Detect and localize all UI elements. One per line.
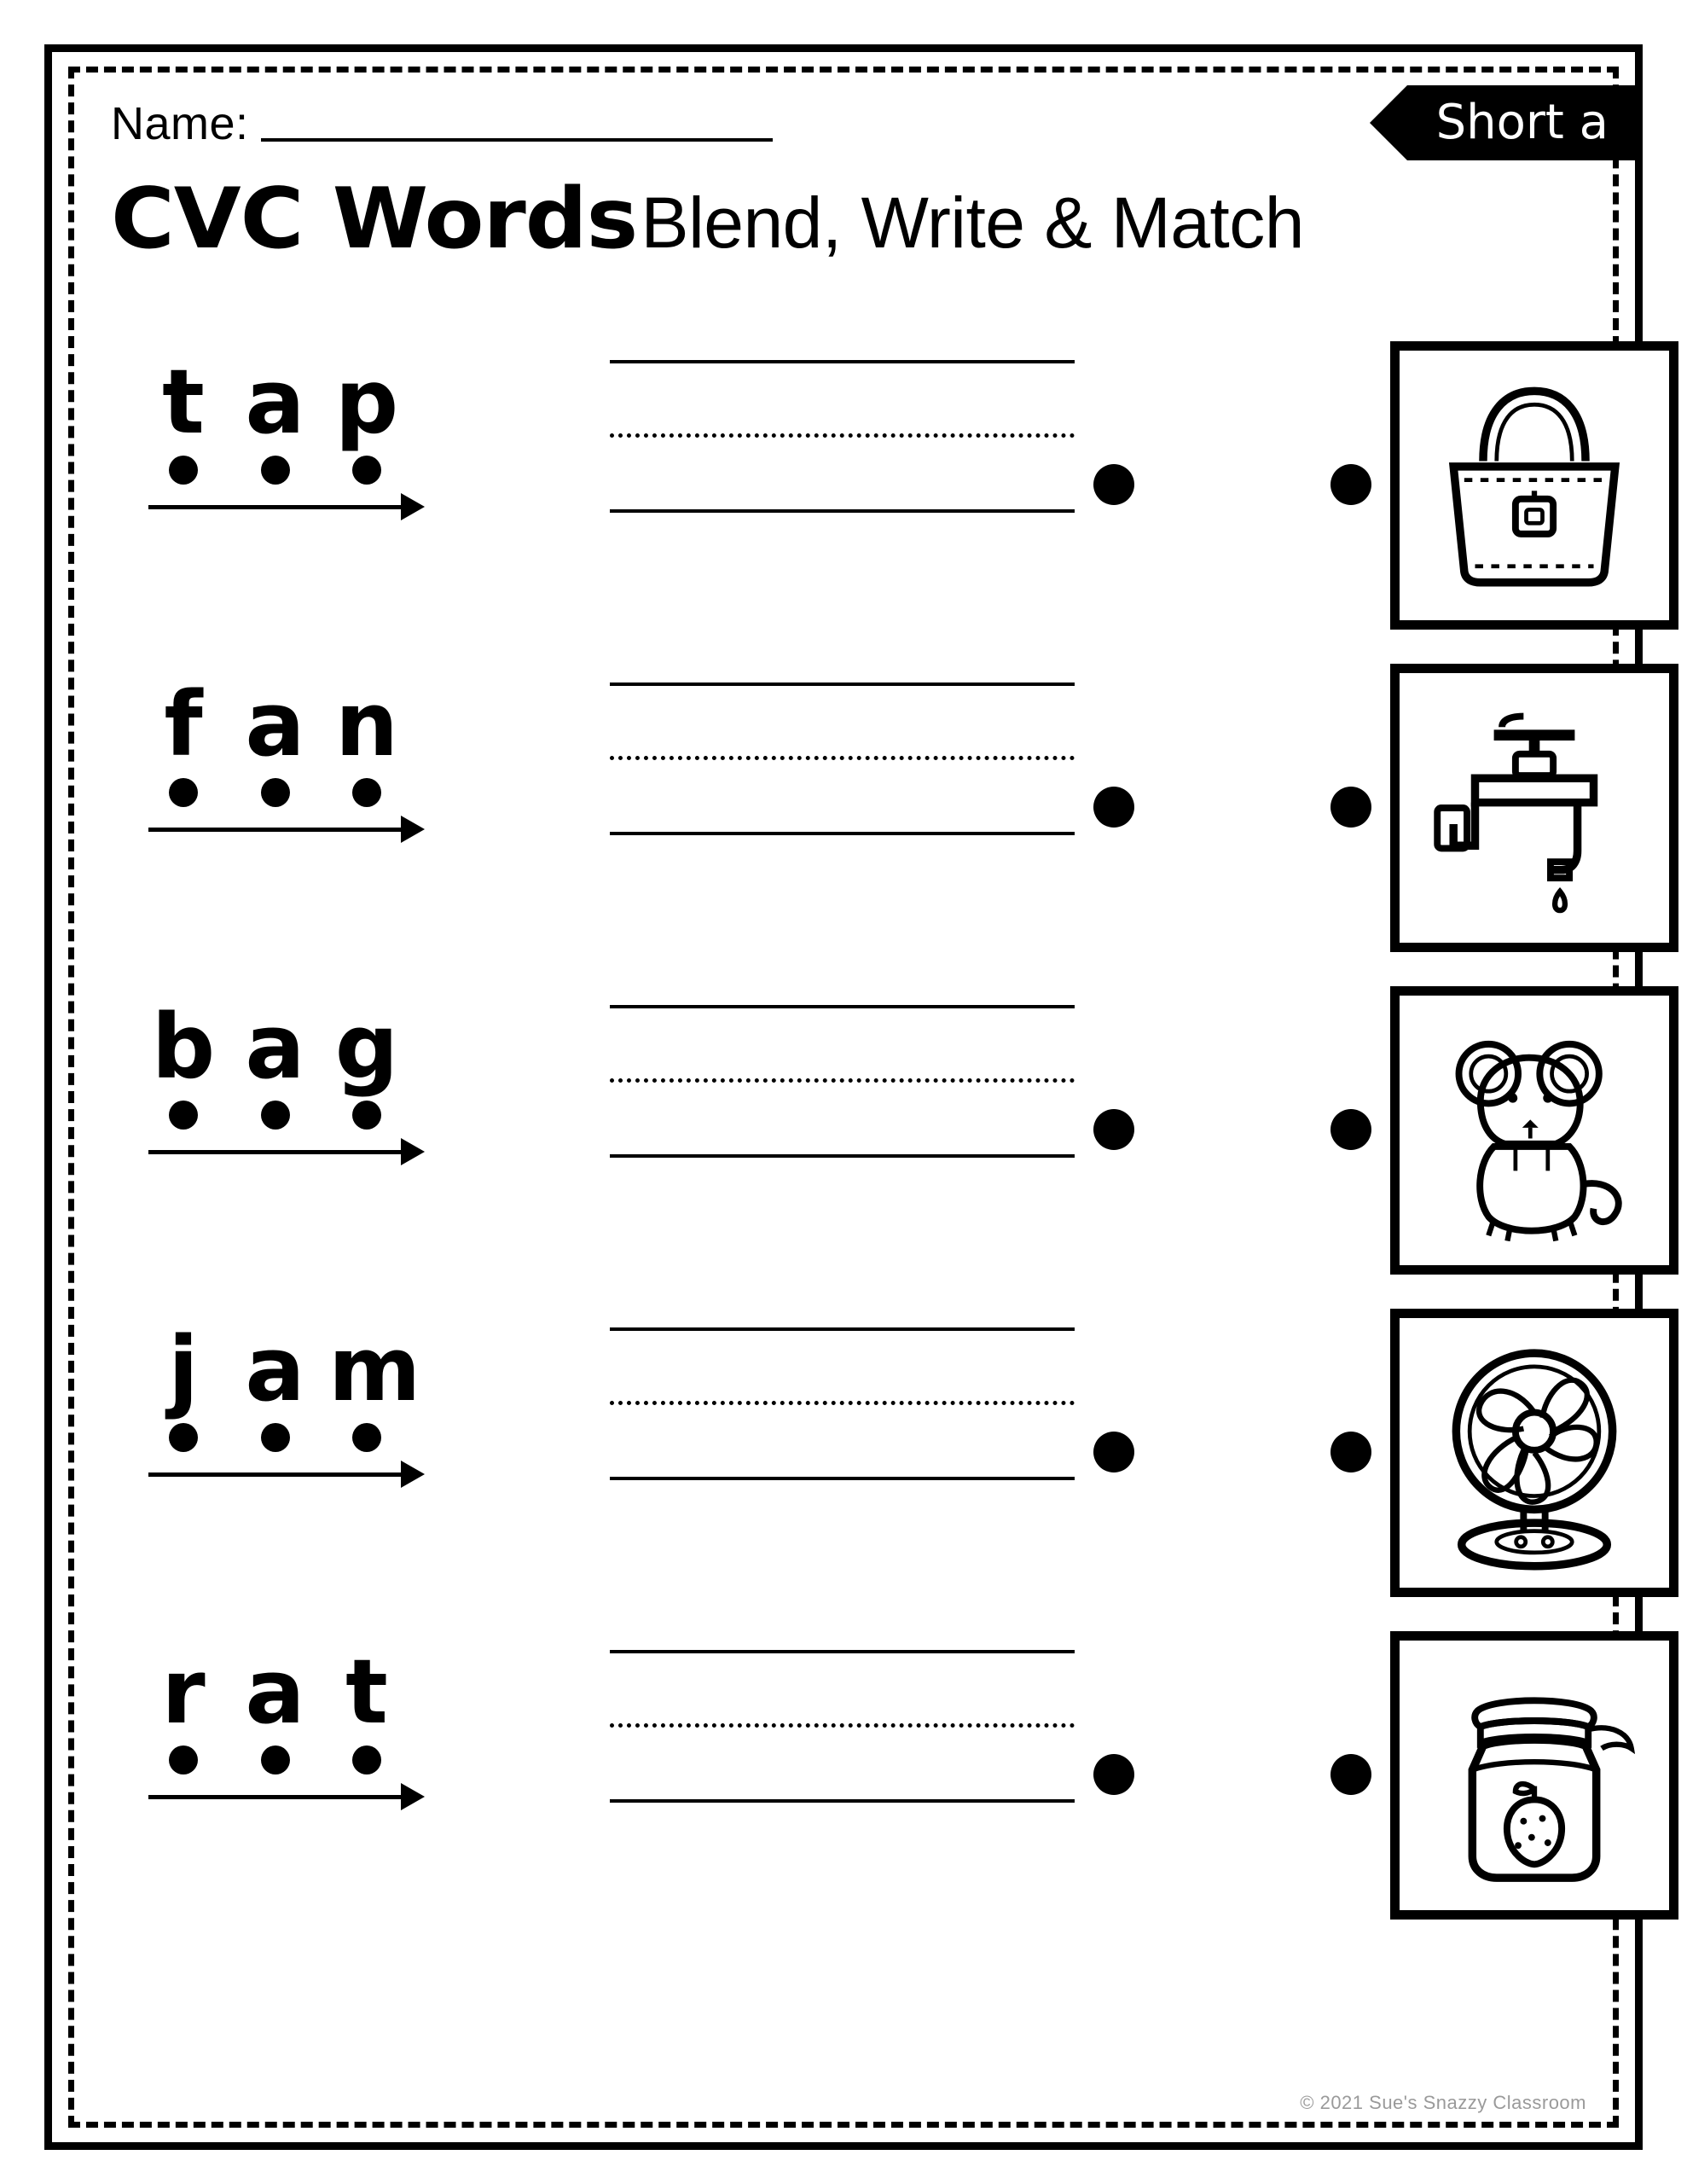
blend-arrow-icon <box>148 503 430 510</box>
writing-line-bottom <box>610 832 1075 835</box>
letter: a <box>245 995 305 1099</box>
writing-lines[interactable] <box>610 360 1075 513</box>
blend-arrow-line <box>148 1795 404 1799</box>
writing-lines[interactable] <box>610 1327 1075 1480</box>
faucet-icon <box>1400 673 1669 943</box>
status-badge <box>1407 85 1643 160</box>
match-dot-left[interactable] <box>1093 1432 1134 1472</box>
sound-dot[interactable] <box>352 1101 381 1130</box>
sound-dot-group <box>145 778 405 807</box>
blend-arrow-line <box>148 1150 404 1154</box>
letter: t <box>345 1640 388 1744</box>
jam-jar-icon <box>1400 1641 1669 1910</box>
sound-dot-group <box>145 456 405 485</box>
word-block <box>136 1640 443 1800</box>
letter-group <box>145 995 405 1099</box>
exercise-row <box>111 334 1561 657</box>
letter: a <box>245 1317 305 1421</box>
match-dot-left[interactable] <box>1093 464 1134 505</box>
match-dot-right[interactable] <box>1330 1432 1371 1472</box>
letter-group <box>145 350 405 454</box>
sound-dot[interactable] <box>352 1745 381 1774</box>
name-label: Name: <box>111 98 249 149</box>
sound-dot-group <box>145 1423 405 1452</box>
writing-line-dotted <box>610 1723 1075 1728</box>
writing-line-dotted <box>610 433 1075 438</box>
writing-line-dotted <box>610 756 1075 760</box>
writing-line-dotted <box>610 1401 1075 1405</box>
letter-group <box>145 672 405 776</box>
writing-line-dotted <box>610 1078 1075 1083</box>
handbag-icon <box>1400 351 1669 620</box>
letter: g <box>334 995 399 1099</box>
blend-arrow-icon <box>148 1793 430 1800</box>
exercise-row <box>111 1624 1561 1947</box>
blend-arrow-head <box>401 493 425 520</box>
sound-dot[interactable] <box>169 1101 198 1130</box>
name-write-line[interactable] <box>261 138 773 142</box>
blend-arrow-line <box>148 505 404 509</box>
writing-lines[interactable] <box>610 1650 1075 1803</box>
word-block <box>136 350 443 510</box>
letter: f <box>164 672 203 776</box>
writing-line-top <box>610 360 1075 363</box>
page-title-sub: Blend, Write & Match <box>641 183 1304 263</box>
sound-dot[interactable] <box>261 1423 290 1452</box>
sound-dot[interactable] <box>352 1423 381 1452</box>
writing-line-top <box>610 1005 1075 1008</box>
match-dot-right[interactable] <box>1330 464 1371 505</box>
writing-line-bottom <box>610 1154 1075 1158</box>
exercise-row <box>111 657 1561 979</box>
sound-dot[interactable] <box>352 456 381 485</box>
match-dot-right[interactable] <box>1330 1754 1371 1795</box>
match-dot-right[interactable] <box>1330 1109 1371 1150</box>
sound-dot[interactable] <box>261 1745 290 1774</box>
blend-arrow-head <box>401 1461 425 1488</box>
exercise-row <box>111 1302 1561 1624</box>
letter: t <box>162 350 205 454</box>
letter: n <box>334 672 399 776</box>
letter: p <box>334 350 399 454</box>
picture-box <box>1390 986 1678 1275</box>
blend-arrow-icon <box>148 1148 430 1155</box>
sound-dot[interactable] <box>261 456 290 485</box>
rat-icon <box>1400 996 1669 1265</box>
blend-arrow-icon <box>148 826 430 833</box>
letter: b <box>151 995 216 1099</box>
word-block <box>136 1317 443 1478</box>
status-badge-label: Short a <box>1435 95 1609 150</box>
match-dot-left[interactable] <box>1093 787 1134 828</box>
word-block <box>136 995 443 1155</box>
sound-dot[interactable] <box>169 778 198 807</box>
writing-line-bottom <box>610 1799 1075 1803</box>
writing-line-bottom <box>610 509 1075 513</box>
writing-lines[interactable] <box>610 682 1075 835</box>
picture-box <box>1390 664 1678 952</box>
sound-dot[interactable] <box>261 1101 290 1130</box>
letter-group <box>145 1317 421 1421</box>
letter-group <box>145 1640 405 1744</box>
page-title-main: CVC Words <box>111 171 638 268</box>
blend-arrow-line <box>148 828 404 832</box>
blend-arrow-head <box>401 1138 425 1165</box>
sound-dot[interactable] <box>261 778 290 807</box>
writing-lines[interactable] <box>610 1005 1075 1158</box>
picture-box <box>1390 1631 1678 1920</box>
letter: j <box>168 1317 199 1421</box>
exercise-row <box>111 979 1561 1302</box>
blend-arrow-icon <box>148 1471 430 1478</box>
sound-dot[interactable] <box>169 1423 198 1452</box>
blend-arrow-line <box>148 1472 404 1477</box>
sound-dot-group <box>145 1101 405 1130</box>
electric-fan-icon <box>1400 1318 1669 1588</box>
writing-line-top <box>610 1327 1075 1331</box>
letter: m <box>328 1317 421 1421</box>
match-dot-left[interactable] <box>1093 1109 1134 1150</box>
blend-arrow-head <box>401 1783 425 1810</box>
letter: r <box>161 1640 206 1744</box>
writing-line-top <box>610 682 1075 686</box>
writing-line-top <box>610 1650 1075 1653</box>
match-dot-left[interactable] <box>1093 1754 1134 1795</box>
letter: a <box>245 672 305 776</box>
blend-arrow-head <box>401 816 425 843</box>
picture-box <box>1390 341 1678 630</box>
exercise-rows <box>111 334 1561 1947</box>
sound-dot[interactable] <box>169 456 198 485</box>
name-field-row <box>111 98 773 149</box>
copyright-footer: © 2021 Sue's Snazzy Classroom <box>1300 2092 1586 2113</box>
sound-dot[interactable] <box>352 778 381 807</box>
page-title <box>111 171 1304 268</box>
sound-dot[interactable] <box>169 1745 198 1774</box>
writing-line-bottom <box>610 1477 1075 1480</box>
sound-dot-group <box>145 1745 405 1774</box>
letter: a <box>245 350 305 454</box>
match-dot-right[interactable] <box>1330 787 1371 828</box>
letter: a <box>245 1640 305 1744</box>
picture-box <box>1390 1309 1678 1597</box>
word-block <box>136 672 443 833</box>
